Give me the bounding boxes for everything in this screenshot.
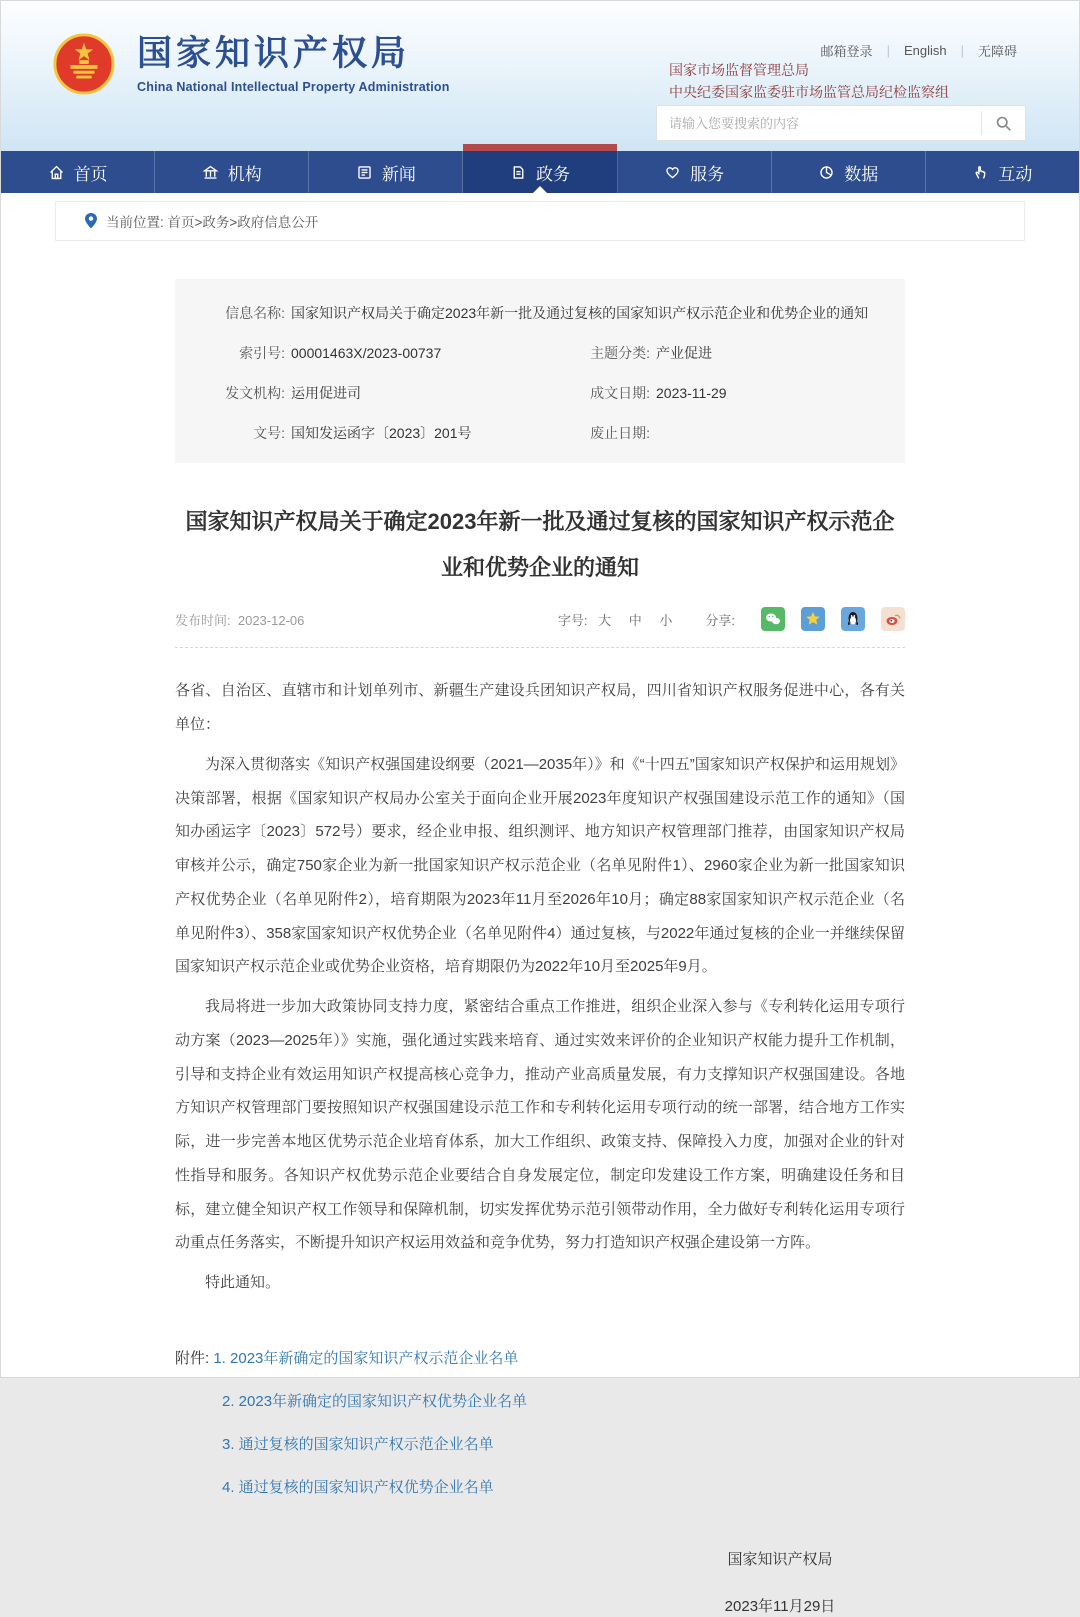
article-title: 国家知识产权局关于确定2023年新一批及通过复核的国家知识产权示范企业和优势企业的通知 [185,509,895,581]
government-icon [510,164,527,181]
divider: | [886,43,890,58]
nav-item-government[interactable] [463,151,617,193]
paragraph-closing: 特此通知。 [205,1274,281,1292]
attachment-row-4 [175,1473,905,1503]
publish-time [175,610,558,629]
nav-label: 数据 [844,164,879,184]
signature-date: 2023年11月29日 [724,1597,836,1615]
paragraph-1: 为深入贯彻落实《知识产权强国建设纲要（2021—2035年）》和《“十四五”国家知识产权保护和运用规划》决策部署，根据《国家知识产权局办公室关于面向企业开展2023年度知识产权强国建设示范工作的通知》（国知办函运字〔2023〕572号）要求，经企业申报、组织测评、地方知识产权管理部门推荐，由国家知识产权局审核并公示，确定750家企业为新一批国家知识产权示范企业（名单见附件1）、2960家企业为新一批国家知识产权优势企业（名单见附件2），培育期限为2023年11月至2026年10月；确定88家国家知识产权示范企业（名单见附件3）、358家国家知识产权优势企业（名单见附件4）通过复核，与2022年通过复核的企业一并继续保留国家知识产权示范企业或优势企业资格，培育期限仍为2022年10月至2025年9月。 [175,755,905,976]
search-button[interactable] [981,111,1025,135]
document-area [175,279,905,1615]
info-docnum-label: 文号: [253,425,285,441]
brand-text [137,34,450,93]
home-icon [48,164,65,181]
nav-item-interaction[interactable] [926,151,1079,193]
attachments [175,1344,905,1503]
location-pin-icon [84,213,98,229]
share-label: 分享: [705,612,735,628]
interaction-icon [972,164,989,181]
fontsize-group [558,610,680,629]
site-header [1,1,1079,151]
nav-item-organization[interactable] [155,151,309,193]
divider: | [960,43,964,58]
weibo-icon[interactable] [881,607,905,631]
fontsize-label: 字号: [557,612,588,628]
nav-label: 机构 [227,164,262,184]
qq-icon[interactable] [841,607,865,631]
nav-label: 新闻 [381,164,416,184]
search-box [656,105,1026,141]
service-icon [664,164,681,181]
nav-item-news[interactable] [309,151,463,193]
publish-label: 发布时间: [175,612,231,628]
wechat-icon[interactable] [761,607,785,631]
nav-label: 互动 [998,164,1033,184]
related-links [669,59,949,103]
news-icon [356,164,373,181]
info-docnum-value: 国知发运函字〔2023〕201号 [291,425,472,441]
english-link[interactable]: English [903,43,947,58]
qzone-icon[interactable] [801,607,825,631]
info-row-agency-date [175,373,905,413]
breadcrumb-path[interactable]: 首页>政务>政府信息公开 [167,215,319,230]
article-meta [175,607,905,648]
search-icon [995,115,1012,132]
info-index-label: 索引号: [239,345,285,361]
nav-item-data[interactable] [772,151,926,193]
info-table [175,279,905,463]
signature-org: 国家知识产权局 [727,1550,833,1568]
site-title: 国家知识产权局 [137,34,411,74]
breadcrumb-wrap [1,193,1079,241]
info-date-value: 2023-11-29 [656,385,727,401]
info-row-docnum-repeal [175,413,905,453]
info-row-index-topic [175,333,905,373]
attachment-row-2 [175,1387,905,1417]
info-name-label: 信息名称: [225,305,285,321]
fontsize-large-button[interactable]: 大 [598,612,612,628]
publish-date: 2023-12-06 [237,612,305,628]
attachment-row-1 [175,1344,905,1374]
fontsize-small-button[interactable]: 小 [659,612,673,628]
info-agency-value: 运用促进司 [291,385,361,401]
nav-label: 服务 [690,164,725,184]
nav-label: 首页 [73,164,108,184]
info-row-name [175,293,905,333]
nav-item-service[interactable] [618,151,772,193]
breadcrumb-prefix: 当前位置: [106,215,164,230]
info-date-label: 成文日期: [590,385,650,401]
attachment-link-2[interactable]: 2. 2023年新确定的国家知识产权优势企业名单 [222,1392,528,1410]
top-links [807,41,1031,60]
nav-label: 政务 [535,164,570,184]
attachment-link-3[interactable]: 3. 通过复核的国家知识产权示范企业名单 [222,1435,494,1453]
info-agency-label: 发文机构: [225,385,285,401]
attachments-label: 附件: [175,1349,210,1367]
info-index-value: 00001463X/2023-00737 [291,345,442,361]
breadcrumb [55,201,1025,241]
site-subtitle: China National Intellectual Property Administration [137,79,450,94]
organization-icon [202,164,219,181]
search-input[interactable] [657,106,981,140]
paragraph-salutation: 各省、自治区、直辖市和计划单列市、新疆生产建设兵团知识产权局，四川省知识产权服务促进中心，各有关单位： [175,682,905,734]
brand[interactable] [53,33,450,95]
national-emblem-icon [53,33,115,95]
attachment-link-4[interactable]: 4. 通过复核的国家知识产权优势企业名单 [222,1478,494,1496]
info-repeal-value [650,413,656,453]
info-topic-value: 产业促进 [656,345,712,361]
info-name-value: 国家知识产权局关于确定2023年新一批及通过复核的国家知识产权示范企业和优势企业的通知 [291,305,869,321]
discipline-inspection-link[interactable]: 中央纪委国家监委驻市场监管总局纪检监察组 [669,84,949,100]
fontsize-medium-button[interactable]: 中 [628,612,642,628]
samr-link[interactable]: 国家市场监督管理总局 [669,62,809,78]
info-repeal-label: 废止日期: [590,425,650,441]
accessibility-link[interactable]: 无障碍 [977,44,1017,59]
article-body [175,674,905,1300]
data-icon [818,164,835,181]
mail-login-link[interactable]: 邮箱登录 [820,44,873,59]
attachment-row-3 [175,1430,905,1460]
attachment-link-1[interactable]: 1. 2023年新确定的国家知识产权示范企业名单 [213,1349,519,1367]
nav-item-home[interactable] [1,151,155,193]
share-icons [745,607,905,631]
main-nav [1,151,1079,193]
info-topic-label: 主题分类: [590,345,650,361]
paragraph-2: 我局将进一步加大政策协同支持力度，紧密结合重点工作推进，组织企业深入参与《专利转化运用专项行动方案（2023—2025年）》实施，强化通过实践来培育、通过实效来评价的企业知识产权能力提升工作机制，引导和支持企业有效运用知识产权提高核心竞争力，推动产业高质量发展，有力支撑知识产权强国建设。各地方知识产权管理部门要按照知识产权强国建设示范工作和专利转化运用专项行动的统一部署，结合地方工作实际，进一步完善本地区优势示范企业培育体系，加大工作组织、政策支持、保障投入力度，加强对企业的针对性指导和服务。各知识产权优势示范企业要结合自身发展定位，制定印发建设工作方案，明确建设任务和目标，建立健全知识产权工作领导和保障机制，切实发挥优势示范引领带动作用，全力做好专利转化运用专项行动重点任务落实，不断提升知识产权运用效益和竞争优势，努力打造知识产权强企建设第一方阵。 [175,998,905,1252]
